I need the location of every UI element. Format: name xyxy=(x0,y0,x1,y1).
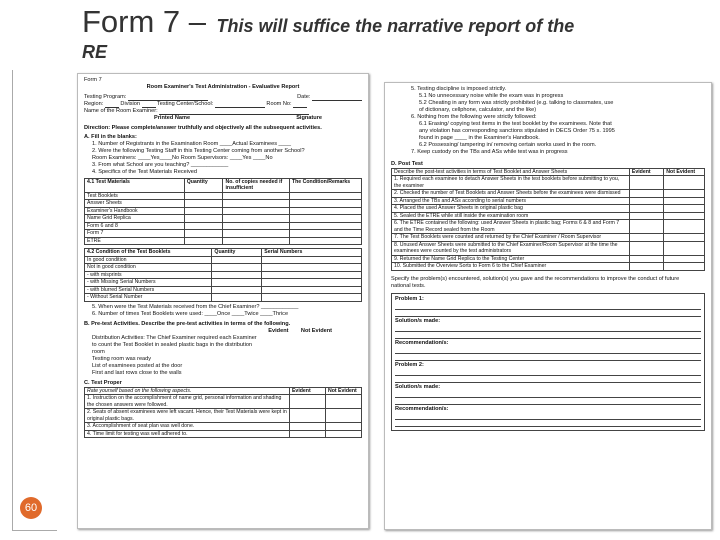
problems-box xyxy=(391,293,705,431)
table-row xyxy=(85,271,362,279)
date-label: Date: xyxy=(297,93,311,100)
c-not-evident-header: Not Evident xyxy=(325,387,361,395)
table1-header: Quantity xyxy=(184,178,223,192)
table-row xyxy=(85,237,362,245)
not-evident-header: Not Evident xyxy=(300,327,332,334)
c-row: 3. Accomplishment of seat plan was well done. xyxy=(85,423,290,431)
a-item: 2. Were the following Testing Staff in this Testing Center coming from another School? xyxy=(92,147,305,154)
table2-cell: - with blurred Serial Numbers xyxy=(85,286,212,294)
d-row: 9. Returned the Name Grid Replica to the Testing Center xyxy=(392,255,630,263)
table-row xyxy=(85,200,362,208)
page-number-badge: 60 xyxy=(20,497,42,519)
evident-header: Evident xyxy=(268,327,289,334)
b-item: List of examinees posted at the door xyxy=(92,362,183,369)
table-row xyxy=(392,197,705,205)
d-not-evident-header: Not Evident xyxy=(664,168,705,176)
form-heading: Room Examiner's Test Administration - Evaluative Report xyxy=(146,83,300,90)
table2-cell: - with misprints xyxy=(85,271,212,279)
top-item: 7. Keep custody on the TBs and ASs while test was in progress xyxy=(411,148,568,155)
c-row: 1. Instruction on the accomplishment of name grid, personal information and shading the chosen answers were followed. xyxy=(85,395,290,409)
table1-cell: ETRE xyxy=(85,237,185,245)
table2-cell: In good condition xyxy=(85,256,212,264)
top-item: 6.2 Possessing/ tampering in/ removing certain works used in the room. xyxy=(419,141,597,148)
table1-cell: Form 7 xyxy=(85,230,185,238)
table2-header: 4.2 Condition of the Test Booklets xyxy=(85,249,212,257)
table-row xyxy=(392,190,705,198)
table-row xyxy=(392,241,705,255)
problem1-label: Problem 1: xyxy=(395,295,424,302)
b-item: First and last rows close to the walls xyxy=(92,369,182,376)
c-evident-header: Evident xyxy=(289,387,325,395)
form7-page-left xyxy=(77,73,369,529)
slide-title xyxy=(82,4,574,40)
recommendations2-label: Recommendation/s: xyxy=(395,405,449,412)
testing-program-label: Testing Program: xyxy=(84,93,127,100)
d-head: Describe the post-test activities in terms of Test Booklet and Answer Sheets xyxy=(392,168,630,176)
room-no-label: Room No: xyxy=(266,100,292,107)
problem2-label: Problem 2: xyxy=(395,361,424,368)
table-row xyxy=(392,234,705,242)
a-item: 1. Number of Registrants in the Examination Room ____Actual Examinees ____ xyxy=(92,140,291,147)
top-item: 5.1 No unnecessary noise while the exam was in progress xyxy=(419,92,564,99)
table-row xyxy=(392,220,705,234)
post-test-table xyxy=(391,168,705,271)
slide-title-rest: This will suffice the narrative report of the xyxy=(216,16,575,36)
slide-left-border xyxy=(12,70,57,531)
section-d-heading: D. Post Test xyxy=(391,160,423,167)
table2-cell: - Without Serial Number xyxy=(85,294,212,302)
top-item: 6. Nothing from the following were strictly followed: xyxy=(411,113,537,120)
direction-text: Direction: Please complete/answer truthfully and objectively all the subsequent activities. xyxy=(84,124,322,131)
form-label: Form 7 xyxy=(84,77,102,83)
top-item: 5. Testing discipline is imposed strictly. xyxy=(411,86,507,92)
d-row: 7. The Test Booklets were counted and returned by the Chief Examiner / Room Supervisor xyxy=(392,234,630,242)
table-row xyxy=(85,192,362,200)
a-item: 4. Specifics of the Test Materials Received xyxy=(92,168,197,175)
table2-cell: - with Missing Serial Numbers xyxy=(85,279,212,287)
examiner-name-label: Name of the Room Examiner: xyxy=(84,107,158,114)
b-item: Distribution Activities: The Chief Examiner required each Examiner to count the Test Booklet in sealed plastic bags in the distribution room xyxy=(92,334,257,355)
section-c-heading: C. Test Proper xyxy=(84,379,122,386)
table-row xyxy=(85,279,362,287)
table2-cell: Not in good condition xyxy=(85,264,212,272)
table-row xyxy=(85,222,362,230)
slide-title-main: Form 7 – xyxy=(82,4,207,39)
section-b-heading: B. Pre-test Activities. Describe the pre-test activities in terms of the following. xyxy=(84,320,291,327)
table-row xyxy=(392,255,705,263)
table1-cell: Examiner's Handbook xyxy=(85,207,185,215)
testing-center-label: Testing Center/School: xyxy=(157,100,214,107)
top-item: 5.2 Cheating in any form was strictly prohibited (e.g. talking to classmates, use of dictionary, cellphone, calculator, and the like) xyxy=(419,99,614,113)
table-row xyxy=(85,294,362,302)
specify-text: Specify the problem(s) encountered, solution(s) you gave and the recommendations to improve the conduct of future national tests. xyxy=(391,275,680,289)
table-row xyxy=(85,215,362,223)
table1-cell: Form 6 and 8 xyxy=(85,222,185,230)
recommendations-label: Recommendation/s: xyxy=(395,339,449,346)
a-item: 3. From what School are you teaching? ____________ xyxy=(92,161,229,168)
d-evident-header: Evident xyxy=(629,168,663,176)
table1-header: No. of copies needed if insufficient xyxy=(223,178,289,192)
table-row xyxy=(85,256,362,264)
table-row xyxy=(85,395,362,409)
table1-cell: Answer Sheets xyxy=(85,200,185,208)
slide-title-line2: RE xyxy=(82,42,108,62)
b-item: Testing room was ready xyxy=(92,355,152,362)
a-item: 6. Number of times Test Booklets were used: ____Once ____Twice ____Thrice xyxy=(92,310,289,317)
d-row: 1. Required each examinee to detach Answer Sheets in the test booklets before submitting to you, the examiner xyxy=(392,176,630,190)
table1-cell: Name Grid Replica xyxy=(85,215,185,223)
d-row: 2. Checked the number of Test Booklets and Answer Sheets before the examinees were dismissed xyxy=(392,190,630,198)
table-row xyxy=(85,423,362,431)
section-a-heading: A. Fill in the blanks: xyxy=(84,133,137,140)
table1-cell: Test Booklets xyxy=(85,192,185,200)
top-item: 6.1 Erasing/ copying test items in the test booklet by the examinees. Note that any violation has corresponding sanctions stipulated in DECS Order 75 s. 1995 found in page ____ in the Examiner's Handbook. xyxy=(419,120,615,141)
test-proper-table xyxy=(84,387,362,439)
test-materials-table xyxy=(84,178,362,246)
table-row xyxy=(392,263,705,271)
table-row xyxy=(392,212,705,220)
table-row xyxy=(392,205,705,213)
region-label: Region: xyxy=(84,100,104,107)
test-booklet-condition-table xyxy=(84,248,362,302)
solution-label: Solution/s made: xyxy=(395,383,441,390)
printed-name-label: Printed Name xyxy=(154,114,191,121)
table2-header: Quantity xyxy=(212,249,262,257)
d-row: 3. Arranged the TBs and ASs according to serial numbers xyxy=(392,197,630,205)
d-row: 4. Placed the used Answer Sheets in original plastic bag xyxy=(392,205,630,213)
c-row: 2. Seats of absent examinees were left vacant. Hence, their Test Materials were kept in original plastic bags. xyxy=(85,409,290,423)
table2-header: Serial Numbers xyxy=(262,249,362,257)
table-row xyxy=(392,176,705,190)
d-row: 5. Sealed the ETRE while still inside the examination room xyxy=(392,212,630,220)
table-row xyxy=(85,430,362,438)
table-row xyxy=(85,264,362,272)
a-item: 5. When were the Test Materials received from the Chief Examiner? ____________ xyxy=(92,303,299,310)
signature-label: Signature xyxy=(296,114,322,121)
form7-page-right xyxy=(384,82,712,530)
a-item: Room Examiners: ____Yes____No Room Supervisors: ____Yes ____No xyxy=(92,154,273,161)
c-row: 4. Time limit for testing was well adhered to. xyxy=(85,430,290,438)
table-row xyxy=(85,286,362,294)
table-row xyxy=(85,409,362,423)
d-row: 8. Unused Answer Sheets were submitted to the Chief Examiner/Room Supervisor at the time the examinees were counted by the test administrators xyxy=(392,241,630,255)
table-row xyxy=(85,207,362,215)
d-row: 10. Submitted the Overview Sorts to Form 6 to the Chief Examiner xyxy=(392,263,630,271)
solutions-label: Solution/s made: xyxy=(395,317,441,324)
table-row xyxy=(85,230,362,238)
table1-header: The Condition/Remarks xyxy=(289,178,361,192)
c-head: Rate yourself based on the following aspects. xyxy=(85,387,290,395)
d-row: 6. The ETRE contained the following: used Answer Sheets in plastic bag; Forms 6 & 8 and Form 7 and the Time Record sealed from the Room xyxy=(392,220,630,234)
division-label: Division xyxy=(120,100,140,107)
table1-header: 4.1 Test Materials xyxy=(85,178,185,192)
